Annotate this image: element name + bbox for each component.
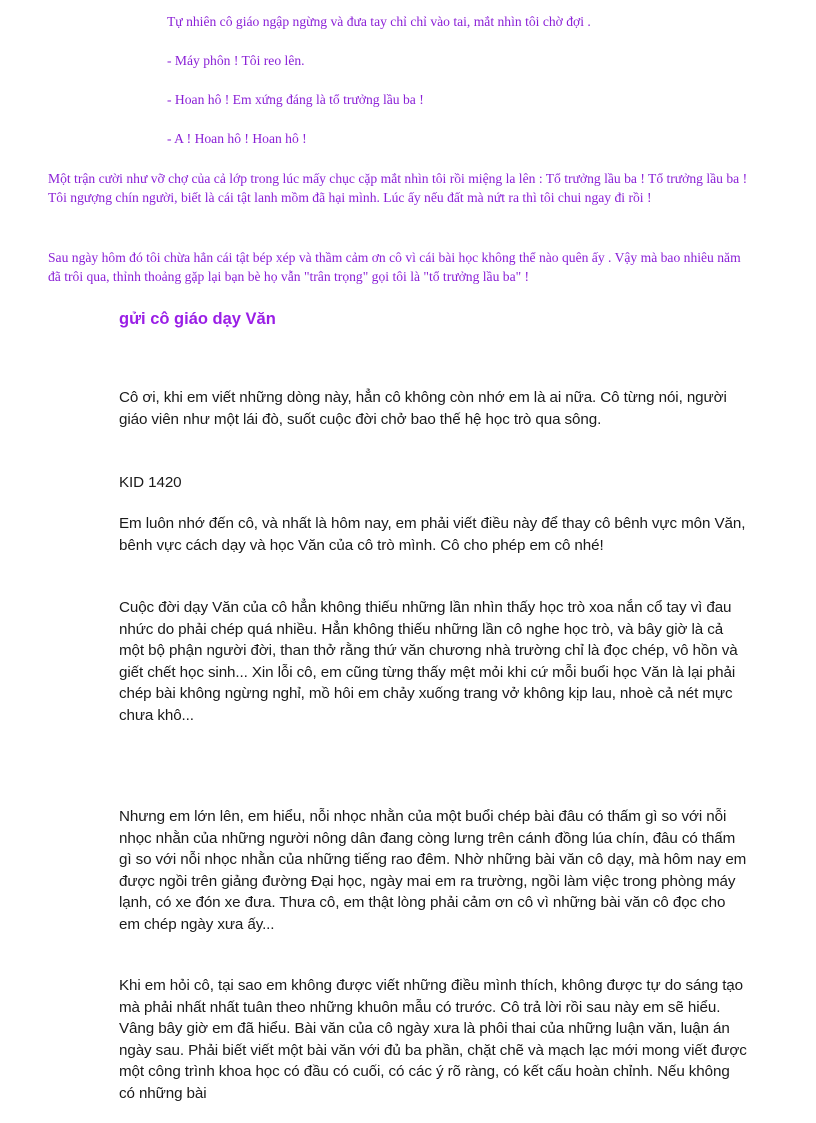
article-title: gửi cô giáo dạy Văn bbox=[119, 310, 276, 328]
article-paragraph: Cô ơi, khi em viết những dòng này, hẳn cô không còn nhớ em là ai nữa. Cô từng nói, người giáo viên như một lái đò, suốt cuộc đời chở bao thế hệ học trò qua sông. bbox=[119, 389, 727, 428]
story-dialogue-line: Tự nhiên cô giáo ngập ngừng và đưa tay chỉ chỉ vào tai, mắt nhìn tôi chờ đợi . bbox=[167, 14, 591, 29]
story-dialogue-line: - Hoan hô ! Em xứng đáng là tổ trưởng lầu ba ! bbox=[167, 92, 424, 107]
article-paragraph: Khi em hỏi cô, tại sao em không được viết những điều mình thích, không được tự do sáng tạo mà phải nhất nhất tuân theo những khuôn mẫu có trước. Cô trả lời rồi sau này em sẽ hiểu. Vâng bây giờ em đã hiểu. Bài văn của cô ngày xưa là phôi thai của những luận văn, luận án ngày sau. Phải biết viết một bài văn với đủ ba phần, chặt chẽ và mạch lạc mới mong viết được một công trình khoa học có đầu có cuối, có các ý rõ ràng, có kết cấu hoàn chỉnh. Nếu không có những bài bbox=[119, 977, 747, 1102]
article-paragraph: KID 1420 bbox=[119, 474, 182, 491]
story-dialogue-line: - A ! Hoan hô ! Hoan hô ! bbox=[167, 131, 307, 146]
story-dialogue-line: - Máy phôn ! Tôi reo lên. bbox=[167, 53, 305, 68]
article-paragraph: Cuộc đời dạy Văn của cô hẳn không thiếu những lần nhìn thấy học trò xoa nắn cổ tay vì đau nhức do phải chép quá nhiều. Hẳn không thiếu những lần cô nghe học trò, và bây giờ là cả một bộ phận người đời, than thở rằng thứ văn chương nhà trường chỉ là đọc chép, vô hồn và giết chết học sinh... Xin lỗi cô, em cũng từng thấy mệt mỏi khi cứ mỗi buổi học Văn là lại phải chép bài không ngừng nghỉ, mồ hôi em chảy xuống trang vở không kịp lau, nhoè cả nét mực chưa khô... bbox=[119, 599, 738, 724]
article-paragraph: Em luôn nhớ đến cô, và nhất là hôm nay, em phải viết điều này để thay cô bênh vực môn Văn, bênh vực cách dạy và học Văn của cô trò mình. Cô cho phép em cô nhé! bbox=[119, 515, 746, 554]
article-paragraph: Nhưng em lớn lên, em hiểu, nỗi nhọc nhằn của một buổi chép bài đâu có thấm gì so với nỗi nhọc nhằn của những người nông dân đang còng lưng trên cánh đồng lúa chín, đâu có thấm gì so với nỗi nhọc nhằn của những tiếng rao đêm. Nhờ những bài văn cô dạy, mà hôm nay em được ngồi trên giảng đường Đại học, ngày mai em ra trường, ngồi làm việc trong phòng máy lạnh, có xe đón xe đưa. Thưa cô, em thật lòng phải cảm ơn cô vì những bài văn cô đọc cho em chép ngày xưa ấy... bbox=[119, 808, 747, 933]
story-paragraph: Một trận cười như vỡ chợ của cả lớp trong lúc mấy chục cặp mắt nhìn tôi rồi miệng la lên : Tổ trưởng lầu ba ! Tổ trưởng lầu ba ! Tôi ngượng chín người, biết là cái tật lanh mồm đã hại mình. Lúc ấy nếu đất mà nứt ra thì tôi chui ngay đi rồi ! bbox=[48, 171, 748, 205]
story-paragraph: Sau ngày hôm đó tôi chừa hẳn cái tật bép xép và thầm cảm ơn cô vì cái bài học không thể nào quên ấy . Vậy mà bao nhiêu năm đã trôi qua, thỉnh thoảng gặp lại bạn bè họ vẫn "trân trọng" gọi tôi là "tổ trưởng lầu ba" ! bbox=[48, 250, 741, 284]
